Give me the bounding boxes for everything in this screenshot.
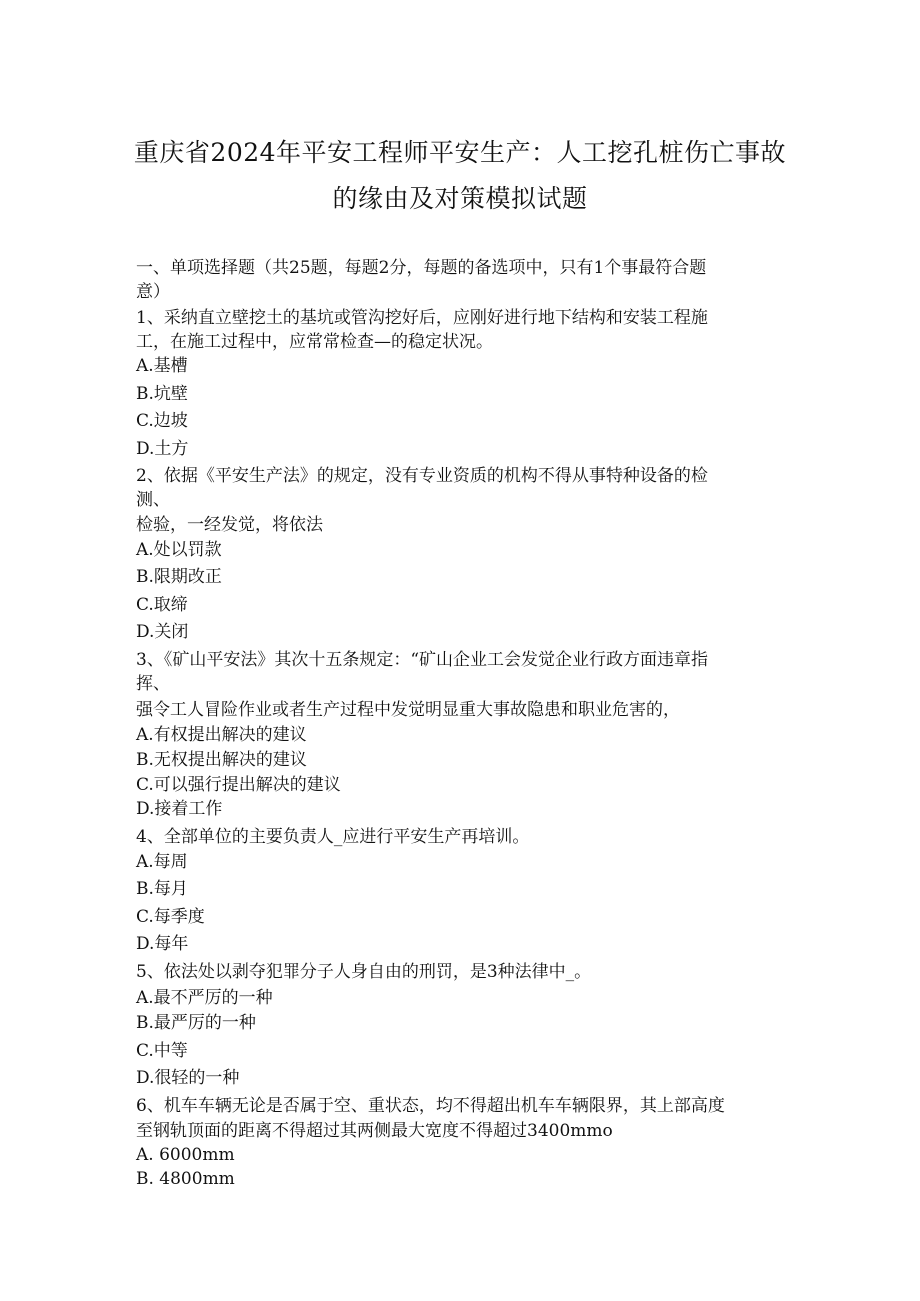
section-heading: 一、单项选择题（共25题，每题2分，每题的备选项中，只有1个事最符合题 [136, 258, 707, 278]
question-1-option-a: A.基槽 [136, 356, 188, 376]
question-2-continued: 测、 [136, 490, 170, 510]
question-2: 2、依据《平安生产法》的规定，没有专业资质的机构不得从事特种设备的检 [136, 466, 708, 486]
question-2-option-d: D.关闭 [136, 622, 189, 642]
document-title-line-2: 的缘由及对策模拟试题 [332, 184, 588, 213]
question-6-continued: 至钢轨顶面的距离不得超过其两侧最大宽度不得超过3400mmo [136, 1121, 613, 1141]
question-1-option-c: C.边坡 [136, 411, 188, 431]
question-4-option-a: A.每周 [136, 852, 188, 872]
question-5-option-c: C.中等 [136, 1041, 188, 1061]
document-title-line-1: 重庆省2024年平安工程师平安生产：人工挖孔桩伤亡事故 [133, 138, 787, 167]
question-1-option-b: B.坑壁 [136, 384, 188, 404]
question-3-option-b: B.无权提出解决的建议 [136, 750, 307, 770]
question-3-continued: 挥、 [136, 674, 170, 694]
question-2-continued-2: 检验，一经发觉，将依法 [136, 515, 323, 535]
section-heading-continued: 意） [136, 282, 170, 302]
question-3-continued-2: 强令工人冒险作业或者生产过程中发觉明显重大事故隐患和职业危害的， [136, 700, 680, 720]
question-6-option-a: A. 6000mm [136, 1145, 235, 1165]
question-3-option-c: C.可以强行提出解决的建议 [136, 775, 341, 795]
question-3-option-a: A.有权提出解决的建议 [136, 725, 307, 745]
question-5-option-d: D.很轻的一种 [136, 1068, 240, 1088]
question-1-option-d: D.土方 [136, 439, 189, 459]
question-4-option-b: B.每月 [136, 879, 188, 899]
question-2-option-b: B.限期改正 [136, 567, 222, 587]
question-2-option-c: C.取缔 [136, 595, 188, 615]
question-4: 4、全部单位的主要负责人_应进行平安生产再培训。 [136, 827, 530, 847]
question-3: 3、《矿山平安法》其次十五条规定：“矿山企业工会发觉企业行政方面违章指 [136, 650, 709, 670]
question-5: 5、依法处以剥夺犯罪分子人身自由的刑罚，是3种法律中_。 [136, 962, 592, 982]
question-5-option-b: B.最严厉的一种 [136, 1013, 256, 1033]
question-4-option-d: D.每年 [136, 934, 189, 954]
question-6: 6、机车车辆无论是否属于空、重状态，均不得超出机车车辆限界，其上部高度 [136, 1096, 725, 1116]
question-2-option-a: A.处以罚款 [136, 540, 222, 560]
question-6-option-b: B. 4800mm [136, 1169, 235, 1189]
question-1-continued: 工，在施工过程中，应常常检查—的稳定状况。 [136, 332, 493, 352]
question-3-option-d: D.接着工作 [136, 799, 223, 819]
question-1: 1、采纳直立壁挖土的基坑或管沟挖好后，应刚好进行地下结构和安装工程施 [136, 308, 708, 328]
question-4-option-c: C.每季度 [136, 907, 205, 927]
question-5-option-a: A.最不严厉的一种 [136, 988, 273, 1008]
